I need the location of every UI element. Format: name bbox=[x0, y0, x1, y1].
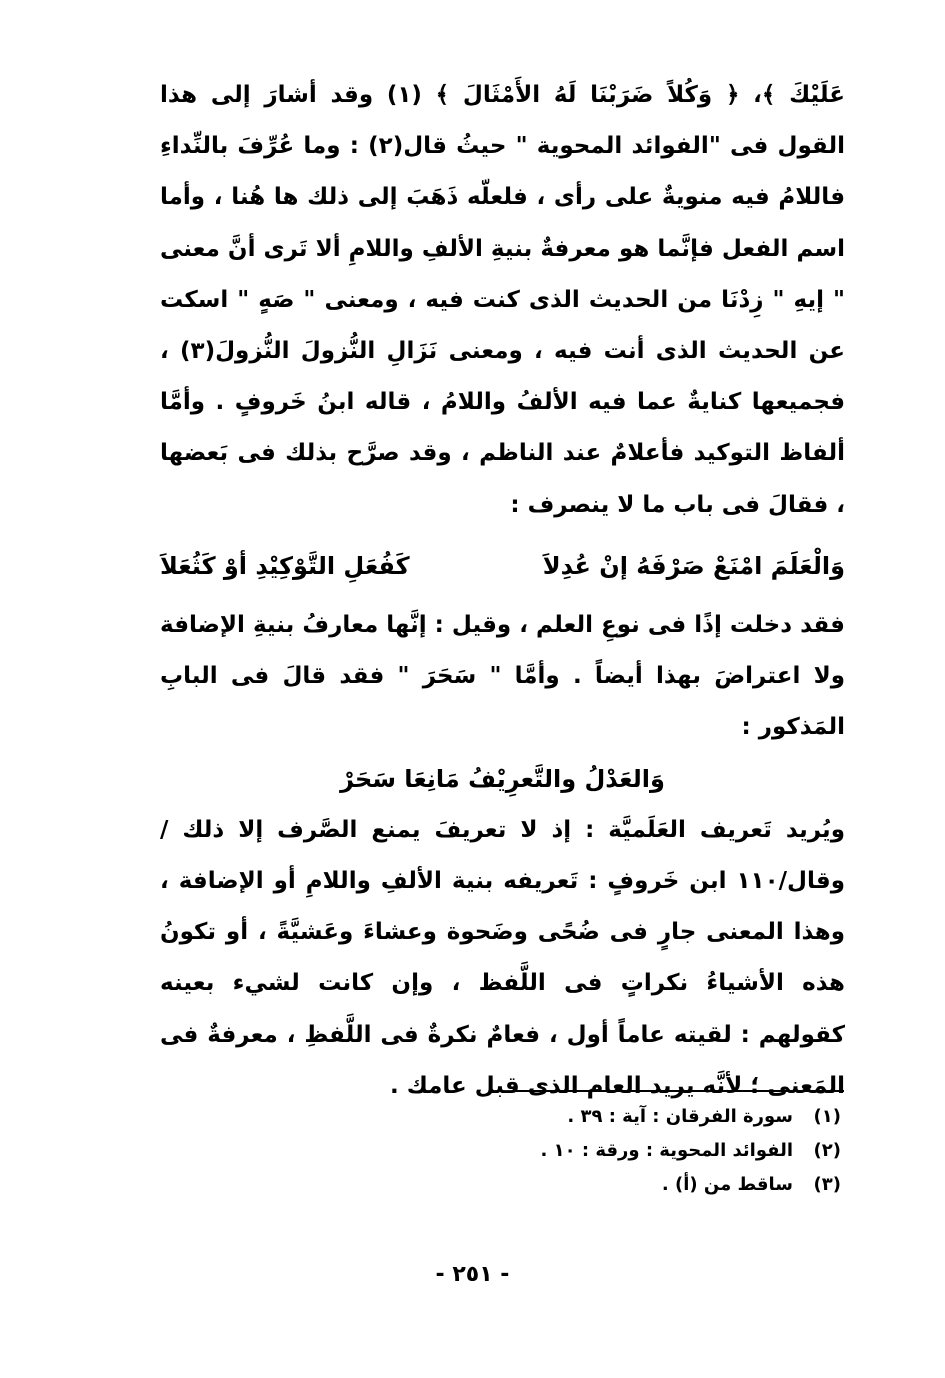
footnote-number: (٣) bbox=[813, 1174, 841, 1195]
footnote-2 bbox=[381, 1134, 841, 1168]
footnote-number: (١) bbox=[813, 1106, 841, 1127]
verse-1 bbox=[160, 541, 845, 592]
footnotes bbox=[381, 1100, 841, 1202]
footnote-text: سورة الفرقان : آية : ٣٩ . bbox=[567, 1106, 793, 1127]
footnote-text: ساقط من (أ) . bbox=[661, 1174, 793, 1195]
footnote-1 bbox=[381, 1100, 841, 1134]
footnote-number: (٢) bbox=[813, 1140, 841, 1161]
verse-2: وَالعَدْلُ والتَّعرِيْفُ مَانِعَا سَحَرْ bbox=[340, 764, 665, 793]
footnote-text: الفوائد المحوية : ورقة : ١٠ . bbox=[540, 1140, 793, 1161]
paragraph-3: ويُريد تَعريف العَلَميَّة : إذ لا تعريفَ يمنع الصَّرف إلا ذلك / وقال/١١٠ ابن خَروفٍ : تَعريفه بنية الألفِ واللامِ أو الإضافة ، وهذا المعنى جارٍ فى ضُحًى وضَحوة وعشاءَ وعَشيَّةً ، أو تكونُ هذه الأشياءُ نكراتٍ فى اللَّفظ ، وإن كانت لشيء بعينه كقولهم : لقيته عاماً أول ، فعامٌ نكرةٌ فى اللَّفظِ ، معرفةٌ فى المَعنى ؛ لأنَّه يريد العام الذى قبل عامك . bbox=[160, 816, 845, 1099]
verse-1-hemistich-a: وَالْعَلَمَ امْنَعْ صَرْفَهُ إنْ عُدِلاَ bbox=[542, 551, 845, 580]
page-number: - ٢٥١ - bbox=[435, 1262, 510, 1287]
verse-1-hemistich-b: كَفُعَلِ التَّوْكِيْدِ أوْ كَثُعَلاَ bbox=[160, 551, 410, 580]
footnote-3 bbox=[381, 1168, 841, 1202]
main-text bbox=[160, 70, 845, 1112]
paragraph-2: فقد دخلت إذًا فى نوعِ العلم ، وقيل : إنَّها معارفُ بنيةِ الإضافة ولا اعتراضَ بهذا أيضاً . وأمَّا " سَحَرَ " فقد قالَ فى البابِ المَذكور : bbox=[160, 612, 845, 741]
paragraph-1: عَلَيْكَ ﴾، ﴿ وَكُلاً ضَرَبْنَا لَهُ الأَمْثَالَ ﴾ (١) وقد أشارَ إلى هذا القول فى "الفوائد المحوية " حيثُ قال(٢) : وما عُرِّفَ بالنِّداءِ فاللامُ فيه منويةٌ على رأى ، فلعلّه ذَهَبَ إلى ذلك ها هُنا ، وأما اسم الفعل فإنَّما هو معرفةٌ بنيةِ الألفِ واللامِ ألا تَرى أنَّ معنى " إيهِ " زِدْنَا من الحديث الذى كنت فيه ، ومعنى " صَهٍ " اسكت عن الحديث الذى أنت فيه ، ومعنى نَزَالِ النُّزولَ النُّزولَ(٣) ، فجميعها كنايةٌ عما فيه الألفُ واللامُ ، قاله ابنُ خَروفٍ . وأمَّا ألفاظ التوكيد فأعلامٌ عند الناظم ، وقد صرَّح بذلك فى بَعضها ، فقالَ فى باب ما لا ينصرف : bbox=[160, 82, 846, 518]
footnote-separator bbox=[514, 1090, 844, 1092]
